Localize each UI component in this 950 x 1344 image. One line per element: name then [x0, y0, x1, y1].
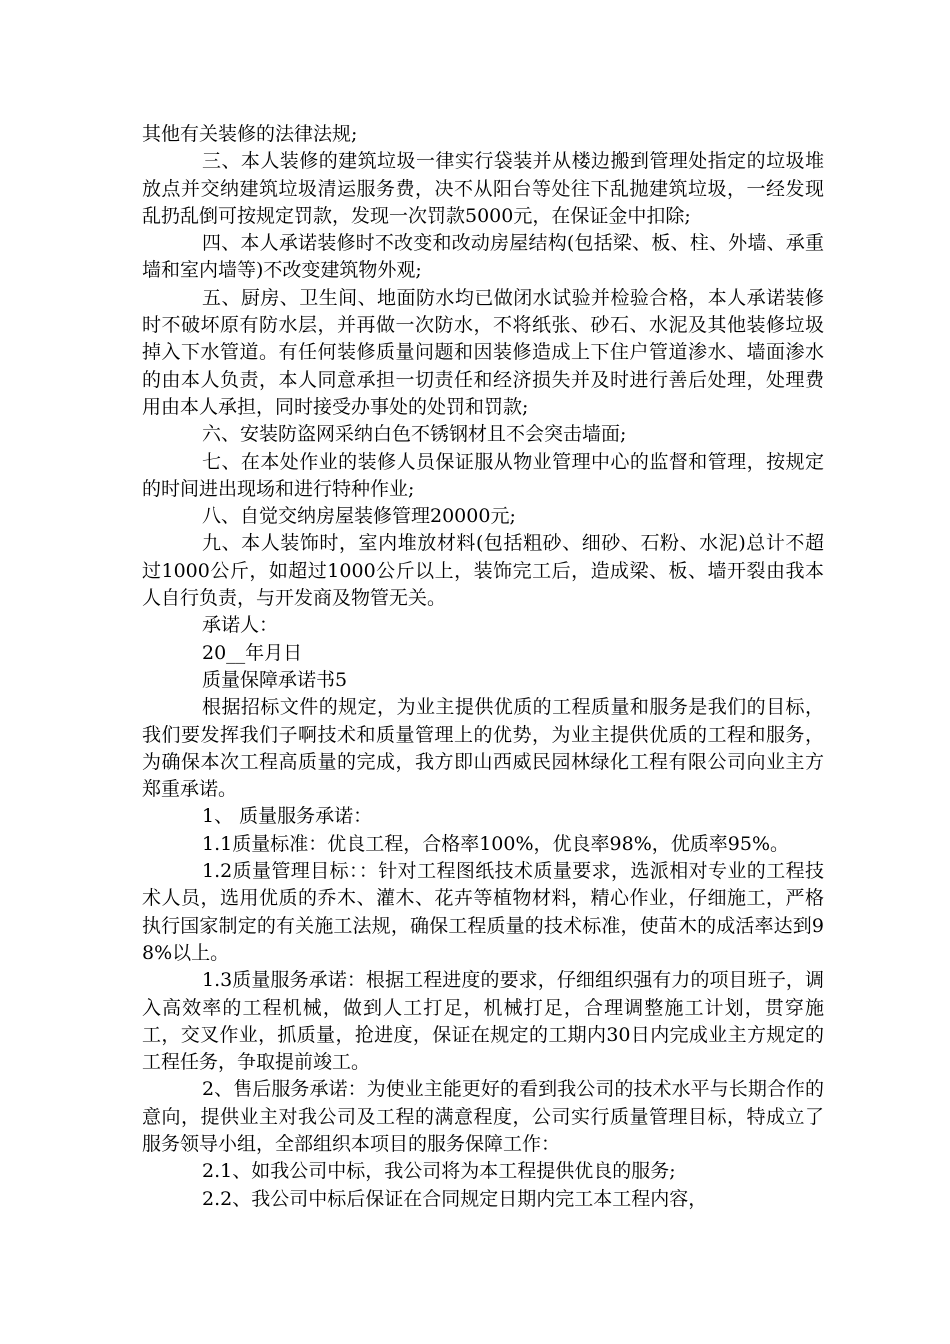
paragraph: 1.3质量服务承诺：根据工程进度的要求，仔细组织强有力的项目班子，调入高效率的工程机械，做到人工打足，机械打足，合理调整施工计划，贯穿施工，交叉作业，抓质量，抢进度，保证在规定的工期内30日内完成业主方规定的工程任务，争取提前竣工。 [142, 969, 824, 1074]
paragraph: 七、在本处作业的装修人员保证服从物业管理中心的监督和管理，按规定的时间进出现场和进行特种作业; [142, 450, 824, 500]
paragraph: 1、 质量服务承诺： [202, 805, 373, 828]
paragraph: 其他有关装修的法律法规; [142, 123, 358, 145]
paragraph: 1.2质量管理目标：：针对工程图纸技术质量要求，选派相对专业的工程技术人员，选用优质的乔木、灌木、花卉等植物材料，精心作业，仔细施工，严格执行国家制定的有关施工法规，确保工程质量的技术标准，使苗木的成活率达到98%以上。 [142, 860, 824, 964]
paragraph: 四、本人承诺装修时不改变和改动房屋结构(包括梁、板、柱、外墙、承重墙和室内墙等)不改变建筑物外观; [142, 232, 824, 282]
signature-label: 承诺人： [202, 614, 279, 637]
date-line: 20__年月日 [202, 641, 303, 664]
paragraph: 八、自觉交纳房屋装修管理20000元; [202, 505, 516, 528]
paragraph: 1.1质量标准：优良工程，合格率100%，优良率98%，优质率95%。 [202, 832, 789, 855]
section-title: 质量保障承诺书5 [202, 668, 348, 691]
paragraph: 六、安装防盗网采纳白色不锈钢材且不会突击墙面; [202, 423, 627, 446]
paragraph: 2.2、我公司中标后保证在合同规定日期内完工本工程内容， [202, 1187, 708, 1210]
paragraph: 2.1、如我公司中标，我公司将为本工程提供优良的服务; [202, 1160, 676, 1183]
paragraph: 三、本人装修的建筑垃圾一律实行袋装并从楼边搬到管理处指定的垃圾堆放点并交纳建筑垃圾清运服务费，决不从阳台等处往下乱抛建筑垃圾，一经发现乱扔乱倒可按规定罚款，发现一次罚款5000元，在保证金中扣除; [142, 150, 824, 227]
paragraph: 九、本人装饰时，室内堆放材料(包括粗砂、细砂、石粉、水泥)总计不超过1000公斤，如超过1000公斤以上，装饰完工后，造成梁、板、墙开裂由我本人自行负责，与开发商及物管无关。 [142, 532, 824, 610]
paragraph: 根据招标文件的规定，为业主提供优质的工程质量和服务是我们的目标，我们要发挥我们子啊技术和质量管理上的优势，为业主提供优质的工程和服务，为确保本次工程高质量的完成，我方即山西威民园林绿化工程有限公司向业主方郑重承诺。 [142, 696, 824, 801]
paragraph: 五、厨房、卫生间、地面防水均已做闭水试验并检验合格，本人承诺装修时不破坏原有防水层，并再做一次防水，不将纸张、砂石、水泥及其他装修垃圾掉入下水管道。有任何装修质量问题和因装修造成上下住户管道渗水、墙面渗水的由本人负责，本人同意承担一切责任和经济损失并及时进行善后处理，处理费用由本人承担，同时接受办事处的处罚和罚款; [142, 286, 824, 418]
paragraph: 2、售后服务承诺：为使业主能更好的看到我公司的技术水平与长期合作的意向，提供业主对我公司及工程的满意程度，公司实行质量管理目标，特成立了服务领导小组，全部组织本项目的服务保障工作： [142, 1078, 824, 1155]
document-body [142, 121, 824, 1213]
